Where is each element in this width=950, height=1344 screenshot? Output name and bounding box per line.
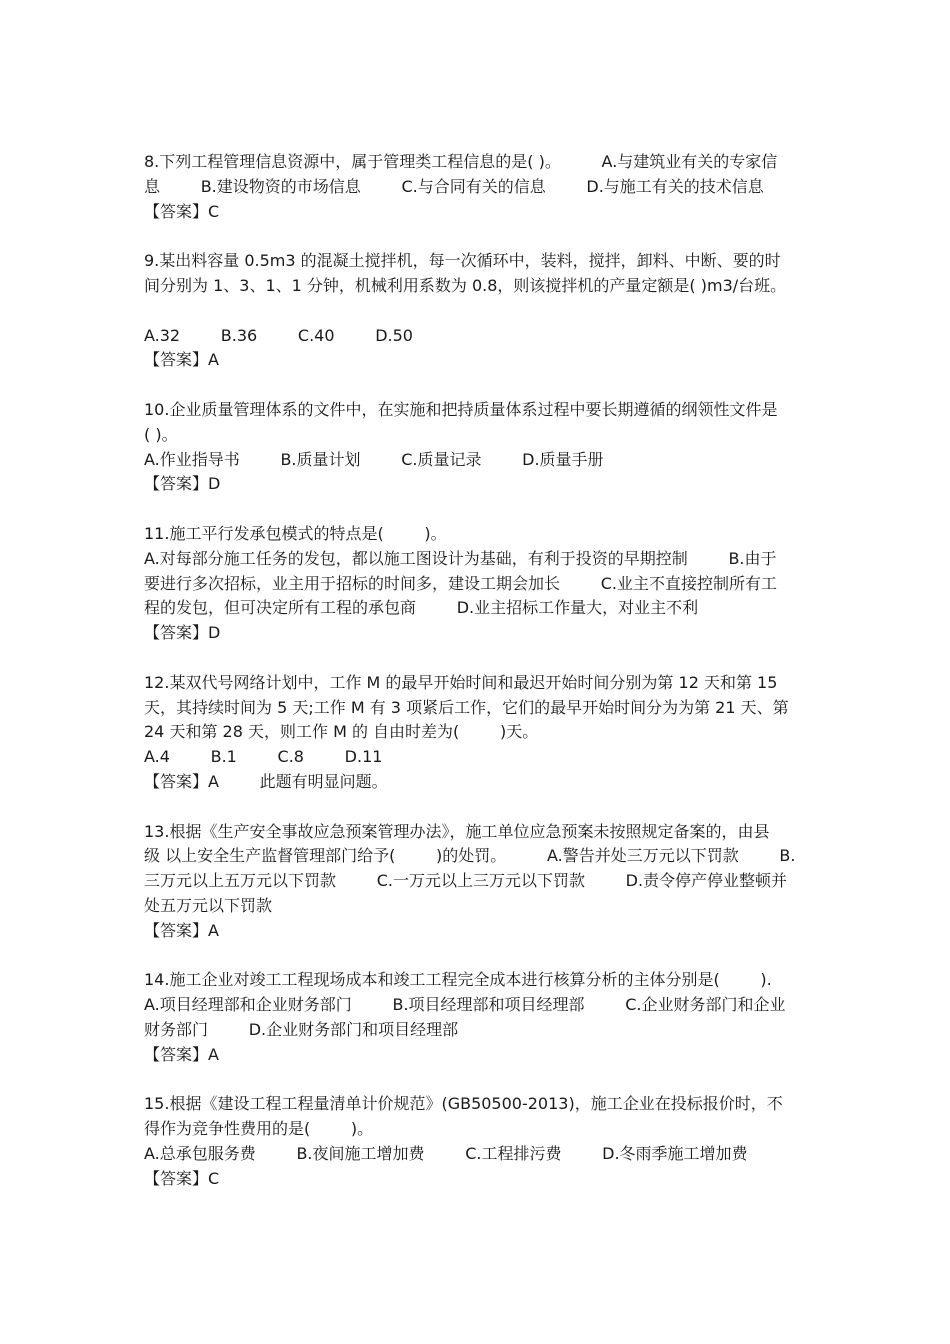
question-text-line: 8.下列工程管理信息资源中，属于管理类工程信息的是( )。 A.与建筑业有关的专家信 (144, 152, 778, 171)
question-options-line: A.4 B.1 C.8 D.11 (144, 747, 383, 767)
question-text-line: 14.施工企业对竣工工程现场成本和竣工工程完全成本进行核算分析的主体分别是( ). (144, 970, 772, 990)
answer-line: 【答案】D (144, 474, 221, 494)
question-text-line: 级 以上安全生产监督管理部门给予( )的处罚。 A.警告并处三万元以下罚款 B. (144, 846, 796, 866)
answer-line: 【答案】A (144, 350, 219, 370)
question-8 (144, 150, 808, 224)
question-options-line: A.作业指导书 B.质量计划 C.质量记录 D.质量手册 (144, 449, 604, 469)
document-page (144, 150, 808, 1216)
question-text-line: 9.某出料容量 0.5m3 的混凝土搅拌机，每一次循环中，装料，搅拌，卸料、中断、要的时 (144, 251, 781, 271)
question-text-line: A.对每部分施工任务的发包，都以施工图设计为基础，有利于投资的早期控制 B.由于 (144, 548, 777, 568)
question-13 (144, 820, 808, 944)
question-text-line: 得作为竞争性费用的是( )。 (144, 1119, 374, 1139)
question-text-line: 息 B.建设物资的市场信息 C.与合同有关的信息 D.与施工有关的技术信息 (144, 176, 764, 196)
question-text-line: 15.根据《建设工程工程量清单计价规范》(GB50500-2013)，施工企业在投标报价时，不 (144, 1094, 783, 1114)
question-text-line: 三万元以上五万元以下罚款 C.一万元以上三万元以下罚款 D.责令停产停业整顿并 (144, 871, 788, 891)
question-text-line: ( )。 (144, 424, 178, 444)
question-options-line: A.总承包服务费 B.夜间施工增加费 C.工程排污费 D.冬雨季施工增加费 (144, 1143, 748, 1163)
question-text-line: 处五万元以下罚款 (144, 895, 273, 915)
answer-line: 【答案】C (144, 201, 220, 221)
question-text-line: A.项目经理部和企业财务部门 B.项目经理部和项目经理部 C.企业财务部门和企业 (144, 995, 786, 1015)
question-text-line: 24 天和第 28 天，则工作 M 的 自由时差为( )天。 (144, 722, 539, 742)
question-text-line: 11.施工平行发承包模式的特点是( )。 (144, 523, 447, 543)
question-text-line: 财务部门 D.企业财务部门和项目经理部 (144, 1019, 459, 1039)
question-text-line: 天，其持续时间为 5 天;工作 M 有 3 项紧后工作，它们的最早开始时间分为为第 21 天、第 (144, 697, 789, 717)
blank-line (144, 299, 808, 324)
answer-line: 【答案】C (144, 1168, 220, 1188)
answer-line: 【答案】A 此题有明显问题。 (144, 771, 388, 791)
question-11 (144, 522, 808, 646)
question-15 (144, 1092, 808, 1191)
question-text-line: 要进行多次招标，业主用于招标的时间多，建设工期会加长 C.业主不直接控制所有工 (144, 573, 777, 593)
question-text-line: 13.根据《生产安全事故应急预案管理办法》，施工单位应急预案未按照规定备案的，由县 (144, 821, 770, 841)
question-14 (144, 968, 808, 1067)
question-text-line: 程的发包，但可决定所有工程的承包商 D.业主招标工作量大，对业主不利 (144, 598, 699, 618)
answer-line: 【答案】A (144, 1044, 219, 1064)
question-10 (144, 398, 808, 497)
answer-line: 【答案】A (144, 920, 219, 940)
question-options-line: A.32 B.36 C.40 D.50 (144, 325, 413, 345)
question-9 (144, 249, 808, 373)
question-text-line: 间分别为 1、3、1、1 分钟，机械利用系数为 0.8，则该搅拌机的产量定额是( )m3/台班。 (144, 275, 787, 295)
question-text-line: 10.企业质量管理体系的文件中，在实施和把持质量体系过程中要长期遵循的纲领性文件是 (144, 399, 778, 419)
question-text-line: 12.某双代号网络计划中，工作 M 的最早开始时间和最迟开始时间分别为第 12 天和第 15 (144, 672, 778, 692)
answer-line: 【答案】D (144, 623, 221, 643)
question-12 (144, 671, 808, 795)
